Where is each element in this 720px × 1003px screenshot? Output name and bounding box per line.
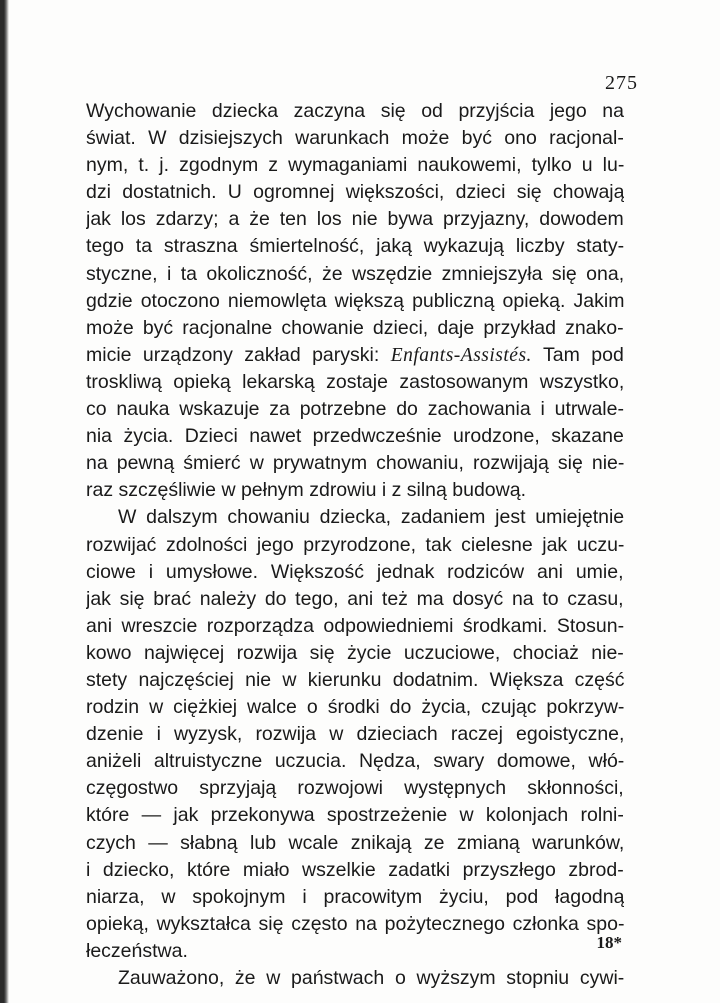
text-line <box>86 504 624 531</box>
text-line <box>86 586 624 613</box>
text-line <box>86 884 624 911</box>
text-line <box>86 667 624 694</box>
text-line <box>86 98 624 125</box>
text-line-content: ciowe i umysłowe. Większość jednak rodziców ani umie, <box>86 560 624 583</box>
text-line <box>86 559 624 586</box>
institution-name-italic: Enfants-Assistés. <box>390 344 532 366</box>
text-line <box>86 206 624 233</box>
text-line <box>86 423 624 450</box>
text-line-content: dzi dostatnich. U ogromnej większości, dzieci się chowają <box>86 181 624 204</box>
text-line-content: raz szczęśliwie w pełnym zdrowiu i z silną budową. <box>86 479 526 502</box>
text-line <box>86 152 624 179</box>
text-line-content: opieką, wykształca się często na pożytecznego członka spo- <box>86 912 624 935</box>
text-line <box>86 965 624 992</box>
page-binding-edge <box>0 0 9 1003</box>
text-line <box>86 938 624 965</box>
text-line-content: rodzin w ciężkiej walce o środki do życia, czując pokrzyw- <box>86 696 624 719</box>
text-line-content: świat. W dzisiejszych warunkach może być ono racjonal- <box>86 127 624 150</box>
text-line <box>86 775 624 802</box>
text-line <box>86 450 624 477</box>
text-line-content: niarza, w spokojnym i pracowitym życiu, pod łagodną <box>86 885 624 908</box>
text-line <box>86 694 624 721</box>
text-line <box>86 830 624 857</box>
text-line-content: czych — słabną lub wcale znikają ze zmianą warunków, <box>86 831 624 854</box>
text-line-content: co nauka wskazuje za potrzebne do zachowania i utrwale- <box>86 398 624 421</box>
text-line <box>86 288 624 315</box>
text-line-content: dzenie i wyzysk, rozwija w dzieciach raczej egoistyczne, <box>86 723 624 746</box>
text-line <box>86 802 624 829</box>
text-line-content: i dziecko, które miało wszelkie zadatki przyszłego zbrod- <box>86 858 624 881</box>
printer-signature-mark: 18* <box>596 933 622 952</box>
text-line-content: aniżeli altruistyczne uczucia. Nędza, swary domowe, włó- <box>86 750 624 773</box>
body-text <box>86 98 624 992</box>
text-line-content: które — jak przekonywa spostrzeżenie w kolonjach rolni- <box>86 804 624 827</box>
text-line-content: łeczeństwa. <box>86 939 188 962</box>
text-line-content: nym, t. j. zgodnym z wymaganiami naukowemi, tylko u lu- <box>86 154 624 177</box>
text-line-content: nia życia. Dzieci nawet przedwcześnie urodzone, skazane <box>86 425 624 448</box>
text-line-content: ani wreszcie rozporządza odpowiedniemi środkami. Stosun- <box>86 614 624 637</box>
text-line-content: W dalszym chowaniu dziecka, zadaniem jest umiejętnie <box>118 506 624 529</box>
text-line <box>86 315 624 342</box>
text-line-content: jak się brać należy do tego, ani też ma dosyć na to czasu, <box>86 587 624 610</box>
text-line-content: styczne, i ta okoliczność, że wszędzie zmniejszyła się ona, <box>86 262 624 285</box>
text-line-content: micie urządzony zakład paryski: <box>86 343 380 366</box>
text-line <box>86 613 624 640</box>
text-line-content: Wychowanie dziecka zaczyna się od przyjścia jego na <box>86 100 624 122</box>
text-line <box>86 477 624 504</box>
text-line <box>86 911 624 938</box>
text-line <box>86 261 624 288</box>
text-line-content: gdzie otoczono niemowlęta większą publiczną opieką. Jakim <box>86 289 624 312</box>
text-line <box>86 179 624 206</box>
text-line <box>86 369 624 396</box>
text-line <box>86 342 624 369</box>
text-line <box>86 396 624 423</box>
text-line-content: rozwijać zdolności jego przyrodzone, tak cielesne jak uczu- <box>86 533 624 556</box>
text-line <box>86 233 624 260</box>
text-line-content: Zauważono, że w państwach o wyższym stopniu cywi- <box>118 967 624 989</box>
text-line <box>86 532 624 559</box>
text-line <box>86 721 624 748</box>
text-line-continuation: Tam pod <box>543 343 624 366</box>
text-line <box>86 125 624 152</box>
text-line-content: może być racjonalne chowanie dzieci, daje przykład znako- <box>86 316 624 339</box>
page-number: 275 <box>605 72 638 94</box>
text-line-content: stety najczęściej nie w kierunku dodatnim. Większa część <box>86 668 624 691</box>
text-line <box>86 857 624 884</box>
text-line-content: jak los zdarzy; a że ten los nie bywa przyjazny, dowodem <box>86 208 624 231</box>
text-line <box>86 748 624 775</box>
text-line-content: tego ta straszna śmiertelność, jaką wykazują liczby staty- <box>86 235 624 258</box>
text-line-content: kowo najwięcej rozwija się życie uczuciowe, chociaż nie- <box>86 641 624 664</box>
text-line-content: częgostwo sprzyjają rozwojowi występnych skłonności, <box>86 777 624 800</box>
text-line-content: na pewną śmierć w prywatnym chowaniu, rozwijają się nie- <box>86 452 624 475</box>
text-line <box>86 640 624 667</box>
text-line-content: troskliwą opieką lekarską zostaje zastosowanym wszystko, <box>86 370 624 393</box>
